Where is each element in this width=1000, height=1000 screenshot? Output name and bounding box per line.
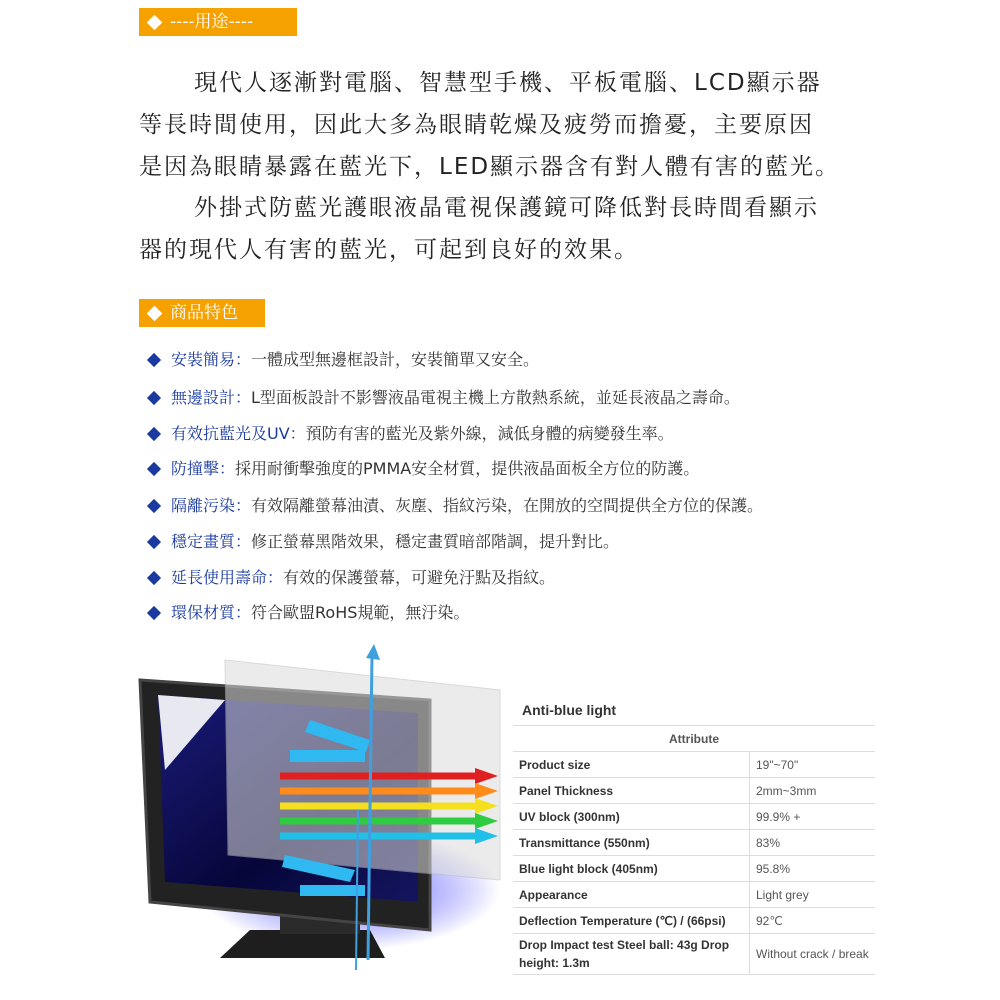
usage-line: 器的現代人有害的藍光，可起到良好的效果。 (139, 237, 639, 263)
row-label: Panel Thickness (513, 778, 750, 804)
bullet-diamond-icon (147, 570, 161, 584)
feature-key: 環保材質： (171, 603, 252, 622)
features-tag-label: 商品特色 (170, 303, 238, 323)
feature-key: 延長使用壽命： (171, 568, 284, 587)
bullet-diamond-icon (147, 498, 161, 512)
table-row (513, 908, 875, 934)
table-row (513, 856, 875, 882)
row-label: UV block (300nm) (513, 804, 750, 830)
feature-text: 有效隔離螢幕油漬、灰塵、指紋污染，在開放的空間提供全方位的保護。 (251, 496, 764, 515)
feature-item (146, 494, 763, 518)
row-value: Without crack / break (750, 934, 876, 975)
row-value: 99.9% + (750, 804, 876, 830)
row-label: Deflection Temperature (℃) / (66psi) (513, 908, 750, 934)
blue-ray-shape (300, 885, 365, 896)
feature-item (146, 422, 674, 446)
spec-table-title: Anti-blue light (522, 702, 617, 718)
row-value: 83% (750, 830, 876, 856)
bullet-diamond-icon (147, 426, 161, 440)
bullet-diamond-icon (147, 390, 161, 404)
table-row (513, 882, 875, 908)
feature-text: 預防有害的藍光及紫外線，減低身體的病變發生率。 (305, 424, 674, 443)
diamond-icon (147, 305, 163, 321)
monitor-stand (220, 930, 385, 958)
feature-item (146, 601, 469, 625)
usage-line: 等長時間使用，因此大多為眼睛乾燥及疲勞而擔憂，主要原因 (139, 112, 814, 138)
row-label: Transmittance (550nm) (513, 830, 750, 856)
row-value: Light grey (750, 882, 876, 908)
feature-text: 一體成型無邊框設計，安裝簡單又安全。 (251, 350, 540, 369)
table-row (513, 752, 875, 778)
feature-key: 隔離污染： (171, 496, 252, 515)
row-value: 2mm~3mm (750, 778, 876, 804)
row-value: 95.8% (750, 856, 876, 882)
diamond-icon (147, 14, 163, 30)
feature-key: 有效抗藍光及UV： (171, 424, 306, 443)
row-label: Blue light block (405nm) (513, 856, 750, 882)
feature-text: 修正螢幕黑階效果，穩定畫質暗部階調，提升對比。 (251, 532, 620, 551)
usage-line: 外掛式防藍光護眼液晶電視保護鏡可降低對長時間看顯示 (194, 195, 819, 221)
bullet-diamond-icon (147, 534, 161, 548)
monitor-illustration (130, 640, 510, 980)
feature-item (146, 530, 619, 554)
features-section-tag (139, 299, 265, 327)
table-row (513, 830, 875, 856)
feature-item (146, 386, 740, 410)
usage-section-tag (139, 8, 297, 36)
usage-paragraph-1 (139, 62, 879, 188)
row-label: Drop Impact test Steel ball: 43g Drop height: 1.3m (513, 934, 750, 975)
usage-paragraph-2 (139, 187, 879, 271)
row-value: 19"~70" (750, 752, 876, 778)
feature-text: 有效的保護螢幕，可避免汙點及指紋。 (283, 568, 556, 587)
feature-key: 防撞擊： (171, 459, 236, 478)
feature-item (146, 566, 555, 590)
row-value: 92℃ (750, 908, 876, 934)
row-label: Product size (513, 752, 750, 778)
feature-text: 符合歐盟RoHS規範，無汙染。 (251, 603, 470, 622)
feature-text: L型面板設計不影響液晶電視主機上方散熱系統，並延長液晶之壽命。 (251, 388, 740, 407)
row-label: Appearance (513, 882, 750, 908)
bullet-diamond-icon (147, 461, 161, 475)
feature-text: 採用耐衝擊強度的PMMA安全材質，提供液晶面板全方位的防護。 (235, 459, 700, 478)
bullet-diamond-icon (147, 352, 161, 366)
bullet-diamond-icon (147, 605, 161, 619)
feature-key: 無邊設計： (171, 388, 252, 407)
feature-item (146, 348, 539, 372)
table-row (513, 778, 875, 804)
feature-item (146, 457, 699, 481)
table-header-row (513, 726, 875, 752)
usage-tag-label: ----用途---- (170, 12, 254, 32)
header-attribute: Attribute (513, 726, 875, 752)
table-row (513, 934, 875, 975)
table-row (513, 804, 875, 830)
feature-key: 安裝簡易： (171, 350, 252, 369)
feature-key: 穩定畫質： (171, 532, 252, 551)
up-arrow-icon (366, 644, 380, 660)
spec-table (513, 725, 875, 975)
blue-ray-shape (290, 750, 365, 762)
usage-line: 現代人逐漸對電腦、智慧型手機、平板電腦、LCD顯示器 (194, 70, 822, 96)
usage-line: 是因為眼睛暴露在藍光下，LED顯示器含有對人體有害的藍光。 (139, 154, 841, 180)
protective-panel (225, 660, 500, 880)
